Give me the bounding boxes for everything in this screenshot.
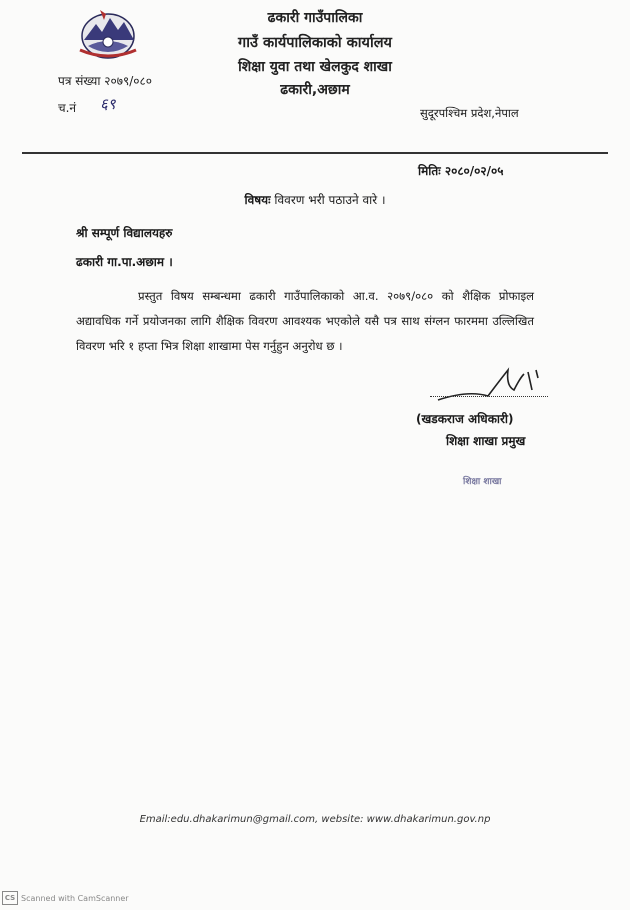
signatory-title: शिक्षा शाखा प्रमुख (446, 434, 526, 448)
nepal-emblem-icon (76, 6, 140, 62)
footer-contact: Email:edu.dhakarimun@gmail.com, website: www.dhakarimun.gov.np (139, 814, 491, 825)
office-location: ढकारी,अछाम (280, 82, 350, 98)
header-divider (22, 152, 608, 154)
letter-date: मितिः २०८०/०२/०५ (418, 164, 504, 178)
subject-line (0, 191, 630, 208)
signature-line (430, 396, 548, 397)
signature-mark (428, 360, 546, 412)
subject-label: विषयः (244, 193, 271, 207)
letter-body: प्रस्तुत विषय सम्बन्धमा ढकारी गाउँपालिकाको आ.व. २०७९/०८० को शैक्षिक प्रोफाइल अद्यावधिक गर्ने प्रयोजनका लागि शैक्षिक विवरण आवश्यक भएकोले यसै पत्र साथ संग्लन फारममा उल्लिखित विवरण भरि १ हप्ता भित्र शिक्षा शाखामा पेस गर्नुहुन अनुरोध छ । (76, 289, 534, 353)
dispatch-label: च.नं (58, 101, 77, 115)
office-section: शिक्षा युवा तथा खेलकुद शाखा (238, 59, 392, 75)
office-department: गाउँ कार्यपालिकाको कार्यालय (238, 35, 392, 51)
signatory-name: (खडकराज अधिकारी) (416, 412, 514, 426)
office-name: ढकारी गाउँपालिका (267, 10, 363, 26)
addressee-line-1: श्री सम्पूर्ण विद्यालयहरु (76, 226, 173, 240)
letter-number: पत्र संख्या २०७९/०८० (58, 74, 152, 88)
office-stamp: शिक्षा शाखा (463, 477, 502, 487)
addressee-line-2: ढकारी गा.पा.अछाम । (76, 255, 173, 269)
camscanner-logo-icon: CS (2, 891, 18, 905)
scanner-watermark (2, 891, 129, 905)
dispatch-number: ६९ (100, 95, 116, 113)
scanner-text: Scanned with CamScanner (21, 893, 129, 903)
province-name: सुदूरपश्चिम प्रदेश,नेपाल (420, 106, 519, 120)
subject-text: विवरण भरी पठाउने वारे । (274, 193, 386, 207)
